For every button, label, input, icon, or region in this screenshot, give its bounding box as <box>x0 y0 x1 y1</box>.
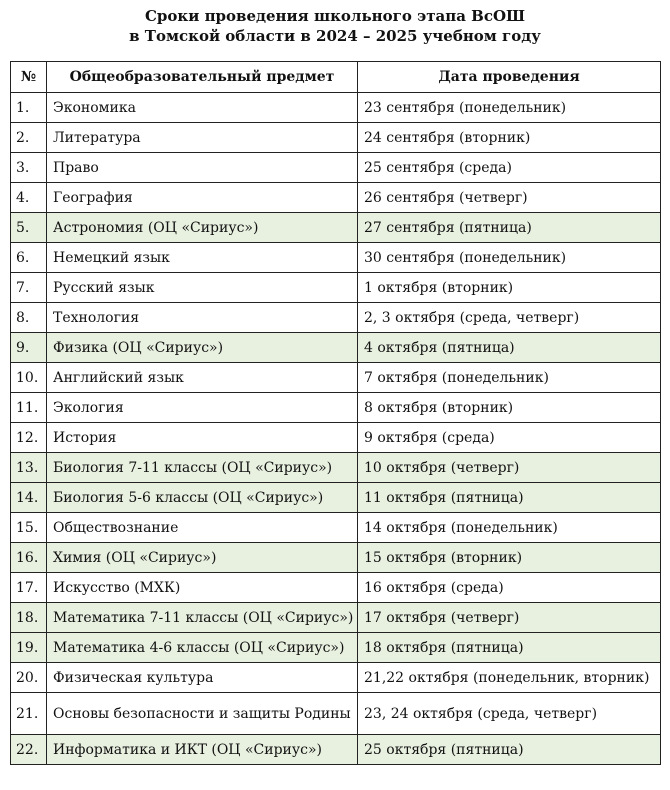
row-date-cell: 25 сентября (среда) <box>358 153 661 183</box>
table-header-row <box>11 62 661 93</box>
row-subject-cell: Право <box>47 153 358 183</box>
table-row <box>11 633 661 663</box>
row-date-cell: 10 октября (четверг) <box>358 453 661 483</box>
row-number-cell: 6. <box>11 243 47 273</box>
row-number-cell: 10. <box>11 363 47 393</box>
row-subject-cell: Экономика <box>47 93 358 123</box>
row-number-cell: 3. <box>11 153 47 183</box>
header-subject: Общеобразовательный предмет <box>47 62 358 93</box>
row-number-cell: 16. <box>11 543 47 573</box>
row-date-cell: 23 сентября (понедельник) <box>358 93 661 123</box>
row-date-cell: 2, 3 октября (среда, четверг) <box>358 303 661 333</box>
table-row <box>11 273 661 303</box>
row-subject-cell: Русский язык <box>47 273 358 303</box>
row-subject-cell: Химия (ОЦ «Сириус») <box>47 543 358 573</box>
table-row <box>11 363 661 393</box>
table-row <box>11 513 661 543</box>
table-row <box>11 243 661 273</box>
row-date-cell: 9 октября (среда) <box>358 423 661 453</box>
table-row <box>11 735 661 765</box>
row-date-cell: 1 октября (вторник) <box>358 273 661 303</box>
header-date: Дата проведения <box>358 62 661 93</box>
row-subject-cell: Экология <box>47 393 358 423</box>
row-number-cell: 22. <box>11 735 47 765</box>
row-date-cell: 26 сентября (четверг) <box>358 183 661 213</box>
row-date-cell: 16 октября (среда) <box>358 573 661 603</box>
row-subject-cell: Основы безопасности и защиты Родины <box>47 693 358 735</box>
row-date-cell: 21,22 октября (понедельник, вторник) <box>358 663 661 693</box>
table-row <box>11 423 661 453</box>
row-number-cell: 9. <box>11 333 47 363</box>
row-number-cell: 11. <box>11 393 47 423</box>
row-subject-cell: Литература <box>47 123 358 153</box>
row-subject-cell: Физика (ОЦ «Сириус») <box>47 333 358 363</box>
row-number-cell: 15. <box>11 513 47 543</box>
row-number-cell: 7. <box>11 273 47 303</box>
row-number-cell: 21. <box>11 693 47 735</box>
table-row <box>11 93 661 123</box>
table-row <box>11 183 661 213</box>
table-row <box>11 453 661 483</box>
row-date-cell: 18 октября (пятница) <box>358 633 661 663</box>
row-number-cell: 8. <box>11 303 47 333</box>
title-line-1: Сроки проведения школьного этапа ВсОШ <box>144 7 526 25</box>
row-subject-cell: Искусство (МХК) <box>47 573 358 603</box>
row-number-cell: 4. <box>11 183 47 213</box>
table-row <box>11 603 661 633</box>
table-row <box>11 573 661 603</box>
row-subject-cell: Немецкий язык <box>47 243 358 273</box>
row-date-cell: 24 сентября (вторник) <box>358 123 661 153</box>
row-number-cell: 18. <box>11 603 47 633</box>
table-row <box>11 693 661 735</box>
row-date-cell: 8 октября (вторник) <box>358 393 661 423</box>
table-row <box>11 393 661 423</box>
row-date-cell: 25 октября (пятница) <box>358 735 661 765</box>
title-line-2: в Томской области в 2024 – 2025 учебном году <box>129 27 541 45</box>
document-title <box>0 0 670 44</box>
row-subject-cell: Информатика и ИКТ (ОЦ «Сириус») <box>47 735 358 765</box>
row-number-cell: 12. <box>11 423 47 453</box>
table-row <box>11 663 661 693</box>
row-date-cell: 7 октября (понедельник) <box>358 363 661 393</box>
row-number-cell: 20. <box>11 663 47 693</box>
table-row <box>11 333 661 363</box>
row-subject-cell: Математика 7-11 классы (ОЦ «Сириус») <box>47 603 358 633</box>
row-date-cell: 23, 24 октября (среда, четверг) <box>358 693 661 735</box>
table-row <box>11 153 661 183</box>
row-subject-cell: Обществознание <box>47 513 358 543</box>
row-number-cell: 17. <box>11 573 47 603</box>
row-date-cell: 11 октября (пятница) <box>358 483 661 513</box>
table-row <box>11 483 661 513</box>
row-subject-cell: Биология 5-6 классы (ОЦ «Сириус») <box>47 483 358 513</box>
row-subject-cell: Технология <box>47 303 358 333</box>
row-subject-cell: Математика 4-6 классы (ОЦ «Сириус») <box>47 633 358 663</box>
table-row <box>11 213 661 243</box>
row-subject-cell: История <box>47 423 358 453</box>
row-number-cell: 5. <box>11 213 47 243</box>
row-number-cell: 2. <box>11 123 47 153</box>
row-subject-cell: Астрономия (ОЦ «Сириус») <box>47 213 358 243</box>
row-date-cell: 15 октября (вторник) <box>358 543 661 573</box>
schedule-table <box>10 61 661 765</box>
table-row <box>11 123 661 153</box>
row-subject-cell: Биология 7-11 классы (ОЦ «Сириус») <box>47 453 358 483</box>
row-number-cell: 19. <box>11 633 47 663</box>
row-subject-cell: Английский язык <box>47 363 358 393</box>
row-number-cell: 1. <box>11 93 47 123</box>
row-date-cell: 27 сентября (пятница) <box>358 213 661 243</box>
row-date-cell: 30 сентября (понедельник) <box>358 243 661 273</box>
table-row <box>11 303 661 333</box>
row-date-cell: 14 октября (понедельник) <box>358 513 661 543</box>
row-subject-cell: География <box>47 183 358 213</box>
header-number: № <box>11 62 47 93</box>
table-row <box>11 543 661 573</box>
row-number-cell: 14. <box>11 483 47 513</box>
row-date-cell: 4 октября (пятница) <box>358 333 661 363</box>
row-number-cell: 13. <box>11 453 47 483</box>
row-date-cell: 17 октября (четверг) <box>358 603 661 633</box>
row-subject-cell: Физическая культура <box>47 663 358 693</box>
